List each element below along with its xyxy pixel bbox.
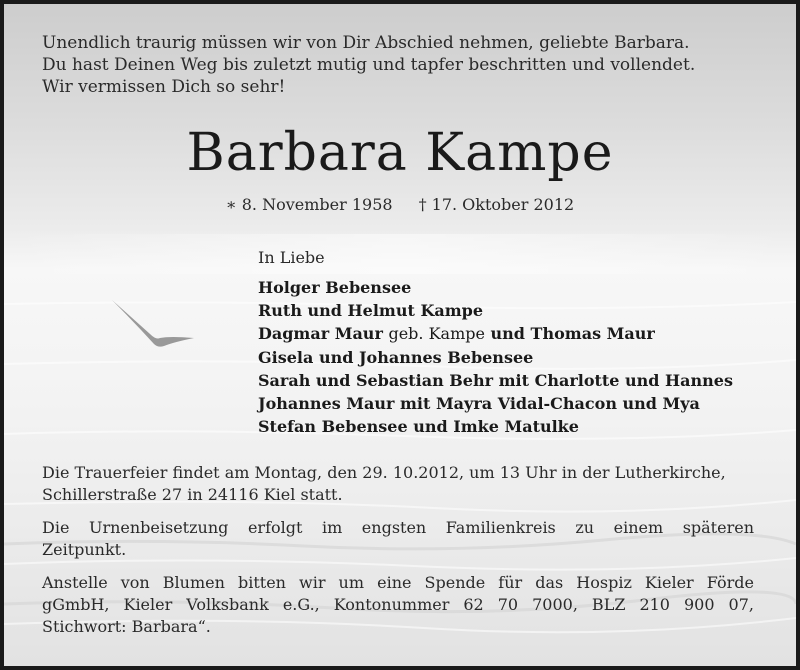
mourner-name: Dagmar Maur [258,324,383,344]
notice-line: gGmbH, Kieler Volksbank e.G., Kontonummer 62 70 7000, BLZ 210 900 07, [42,595,754,614]
mourner-partner: und Thomas Maur [490,324,655,344]
notice-line: Die Urnenbeisetzung erfolgt im engsten Familienkreis zu einem späteren [42,518,754,537]
mourner-line: Stefan Bebensee und Imke Matulke [258,417,579,437]
farewell-message [42,32,762,98]
notice-line: Stichwort: Barbara“. [42,617,211,636]
urn-burial-notice [42,517,754,561]
notice-line: Anstelle von Blumen bitten wir um eine Spende für das Hospiz Kieler Förde [42,573,754,592]
life-dates [4,194,796,216]
farewell-line: Du hast Deinen Weg bis zuletzt mutig und tapfer beschritten und vollendet. [42,55,696,75]
mourner-line: Ruth und Helmut Kampe [258,301,484,321]
notice-line: Zeitpunkt. [42,540,127,559]
notice-line: Die Trauerfeier findet am Montag, den 29. 10.2012, um 13 Uhr in der Lutherkirche, [42,463,726,482]
notice-line: Schillerstraße 27 in 24116 Kiel statt. [42,485,343,504]
mourner-line: Gisela und Johannes Bebensee [258,347,534,367]
mourner-line: Holger Bebensee [258,278,412,297]
farewell-line: Wir vermissen Dich so sehr! [42,77,286,97]
death-date: † 17. Oktober 2012 [418,195,575,214]
maiden-name: geb. Kampe [388,324,485,344]
farewell-line: Unendlich traurig müssen wir von Dir Abschied nehmen, geliebte Barbara. [42,33,690,53]
mourners-list [258,276,778,438]
donation-notice [42,572,754,638]
birth-date: ∗ 8. November 1958 [225,195,393,214]
funeral-service-notice [42,462,754,506]
mourner-line: Johannes Maur mit Mayra Vidal-Chacon und Mya [258,394,700,414]
mourner-line: Sarah und Sebastian Behr mit Charlotte und Hannes [258,370,733,390]
deceased-name: Barbara Kampe [186,123,614,183]
mourners-heading: In Liebe [258,248,325,267]
mourner-line [258,322,778,345]
